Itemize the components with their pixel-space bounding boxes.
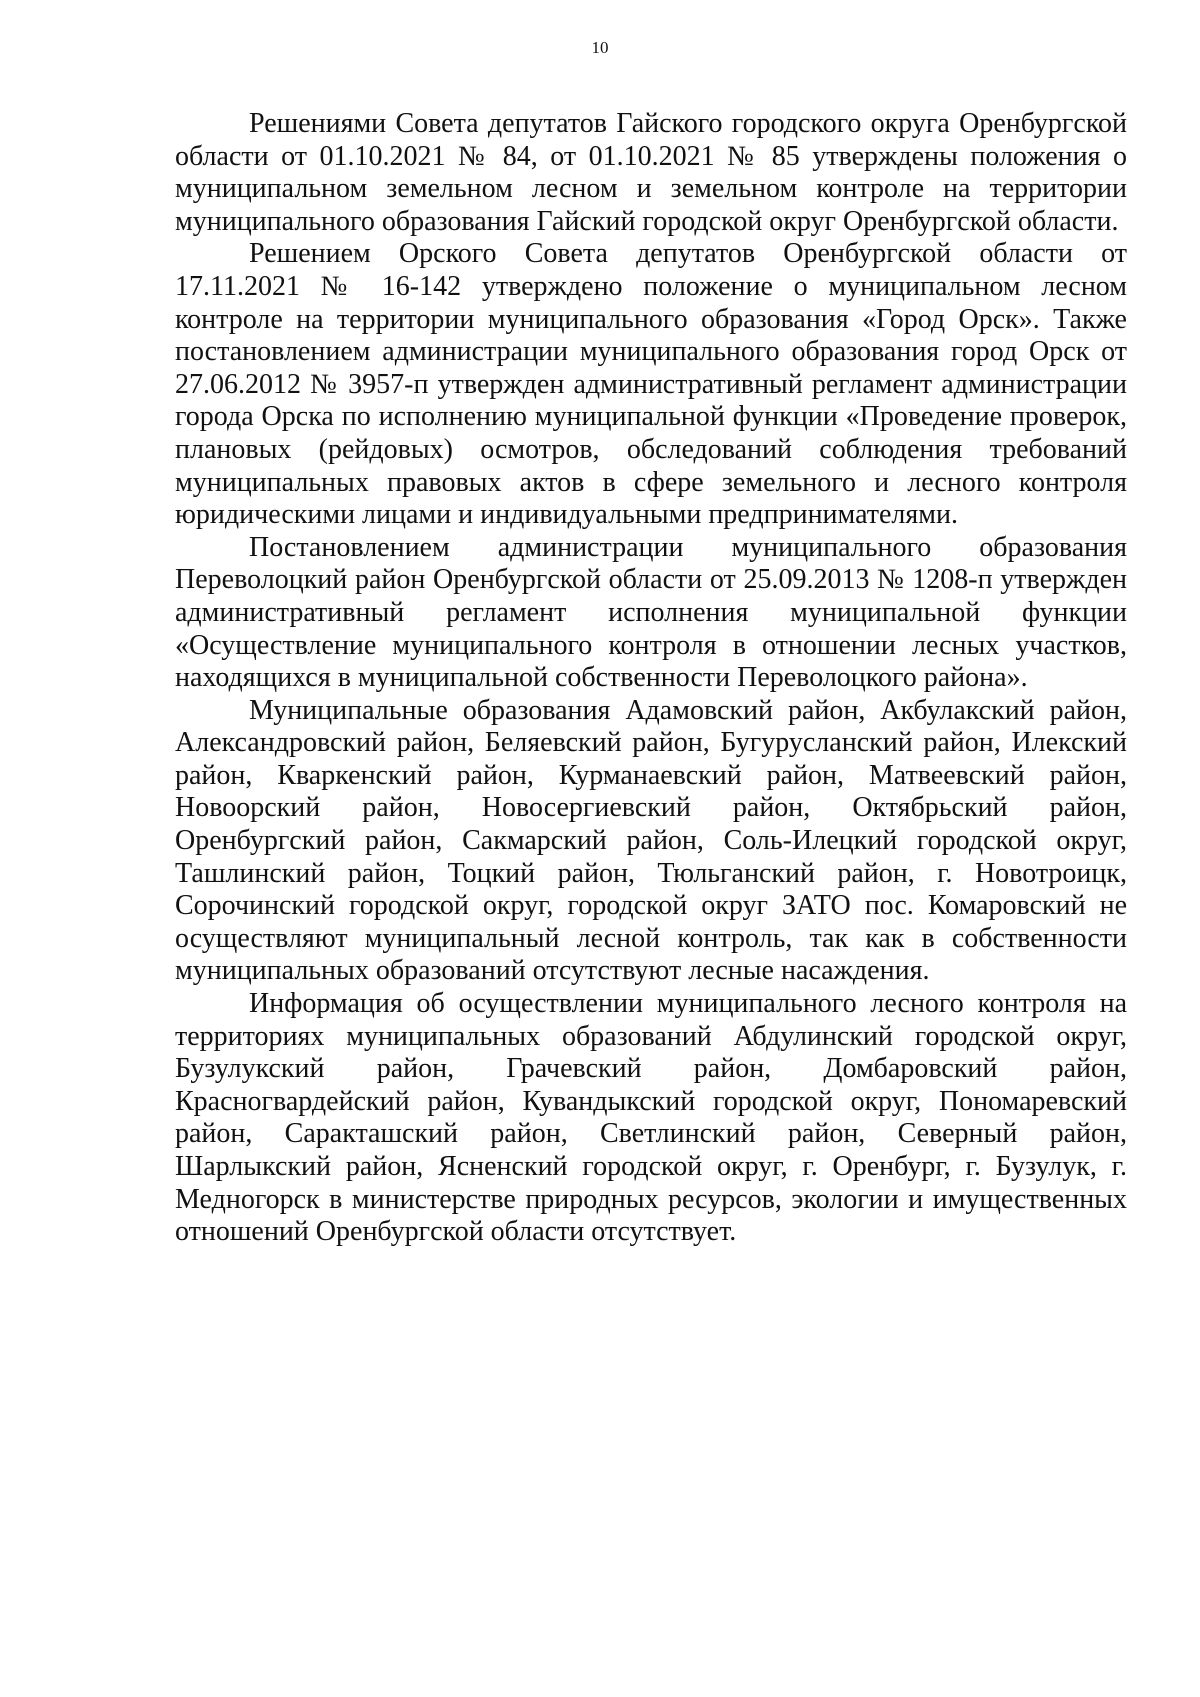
paragraph-gai-decisions: Решениями Совета депутатов Гайского городского округа Оренбургской области от 01.10.2021 № 84, от 01.10.2021 № 85 утверждены положения о муниципальном земельном лесном и земельном контроле на территории муниципального образования Гайский городской округ Оренбургской области. (175, 108, 1127, 237)
paragraph-missing-information: Информация об осуществлении муниципального лесного контроля на территориях муниципальных образований Абдулинский городской округ, Бузулукский район, Грачевский район, Домбаровский район, Красногвардейский район, Кувандыкский городской округ, Пономаревский район, Саракташский район, Светлинский район, Северный район, Шарлыкский район, Ясненский городской округ, г. Оренбург, г. Бузулук, г. Медногорск в министерстве природных ресурсов, экологии и имущественных отношений Оренбургской области отсутствует. (175, 988, 1127, 1248)
paragraph-perevolotsky-resolution: Постановлением администрации муниципального образования Переволоцкий район Оренбургской области от 25.09.2013 № 1208-п утвержден административный регламент исполнения муниципальной функции «Осуществление муниципального контроля в отношении лесных участков, находящихся в муниципальной собственности Переволоцкого района». (175, 531, 1127, 694)
paragraph-orsk-decision: Решением Орского Совета депутатов Оренбургской области от 17.11.2021 № 16-142 утверждено положение о муниципальном лесном контроле на территории муниципального образования «Город Орск». Также постановлением администрации муниципального образования город Орск от 27.06.2012 № 3957-п утвержден административный регламент администрации города Орска по исполнению муниципальной функции «Проведение проверок, плановых (рейдовых) осмотров, обследований соблюдения требований муниципальных правовых актов в сфере земельного и лесного контроля юридическими лицами и индивидуальными предпринимателями. (175, 238, 1127, 531)
page-number: 10 (591, 38, 609, 57)
paragraph-no-forest-control: Муниципальные образования Адамовский район, Акбулакский район, Александровский район, Беляевский район, Бугурусланский район, Илекский район, Кваркенский район, Курманаевский район, Матвеевский район, Новоорский район, Новосергиевский район, Октябрьский район, Оренбургский район, Сакмарский район, Соль-Илецкий городской округ, Ташлинский район, Тоцкий район, Тюльганский район, г. Новотроицк, Сорочинский городской округ, городской округ ЗАТО пос. Комаровский не осуществляют муниципальный лесной контроль, так как в собственности муниципальных образований отсутствуют лесные насаждения. (175, 694, 1127, 987)
document-body (175, 108, 1127, 1249)
